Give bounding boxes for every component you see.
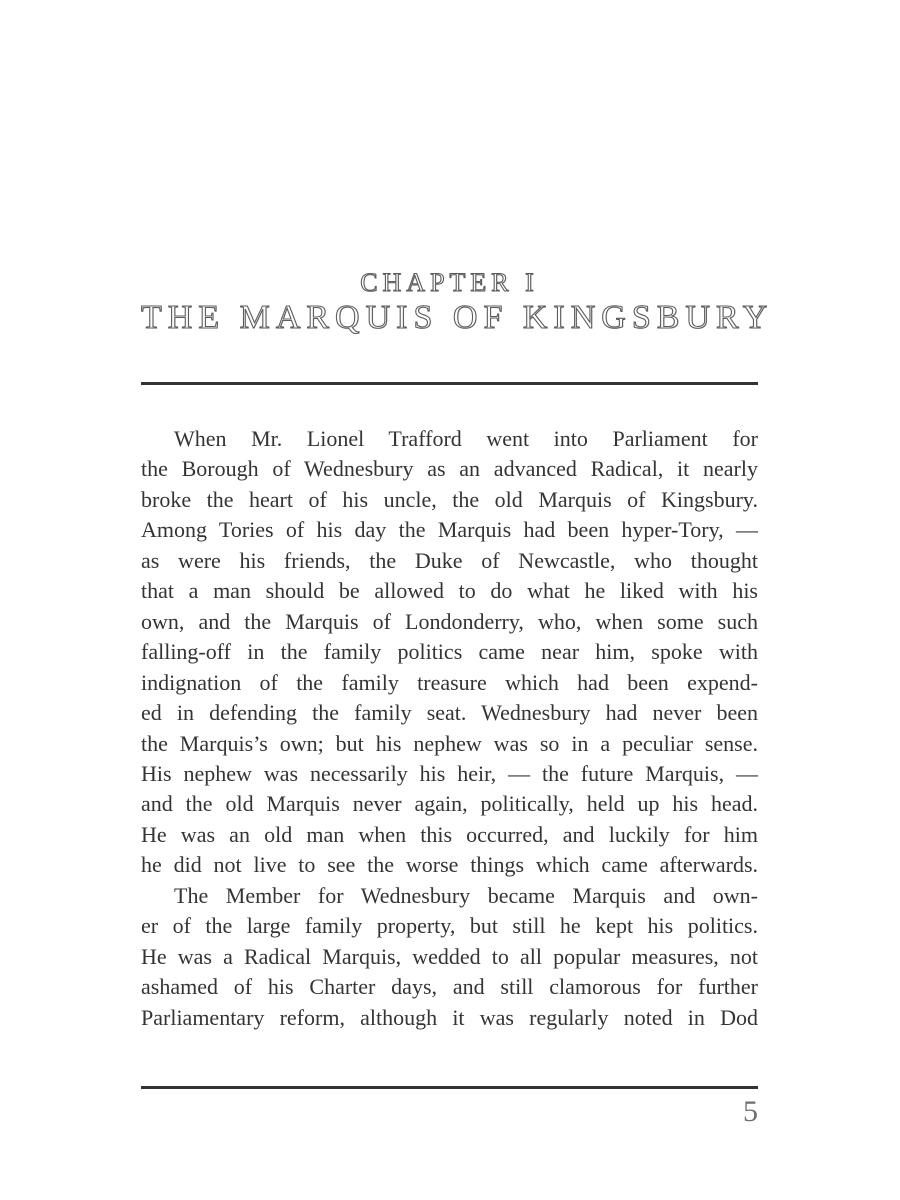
text-line: His nephew was necessarily his heir, — the future Marquis, — [141,760,758,786]
page-number: 5 [743,1095,758,1128]
paragraph-1 [141,424,758,881]
text-line: er of the large family property, but still he kept his politics. [141,913,758,939]
text-line: as were his friends, the Duke of Newcastle, who thought [141,547,758,573]
chapter-heading [141,268,774,336]
text-line: ashamed of his Charter days, and still clamorous for further [141,974,758,1000]
text-line: Parliamentary reform, although it was regularly noted in Dod [141,1004,758,1030]
footer-rule [141,1086,758,1089]
text-line: own, and the Marquis of Londonderry, who, when some such [141,608,758,634]
text-line: Among Tories of his day the Marquis had been hyper-Tory, — [141,517,758,543]
text-line: broke the heart of his uncle, the old Marquis of Kingsbury. [141,486,758,512]
text-line: the Marquis’s own; but his nephew was so in a peculiar sense. [141,730,758,756]
text-line: and the old Marquis never again, politically, held up his head. [141,791,758,817]
text-line: The Member for Wednesbury became Marquis and own- [174,882,758,908]
paragraph-2 [141,881,758,1033]
chapter-number-label: CHAPTER I [360,268,539,297]
text-line: that a man should be allowed to do what he liked with his [141,578,758,604]
text-line: the Borough of Wednesbury as an advanced Radical, it nearly [141,456,758,482]
text-line: he did not live to see the worse things which came afterwards. [141,852,758,878]
body-text [141,424,758,1033]
text-line: He was an old man when this occurred, and luckily for him [141,821,758,847]
text-line: indignation of the family treasure which had been expend- [141,669,758,695]
chapter-title: THE MARQUIS OF KINGSBURY [141,299,774,336]
text-line: He was a Radical Marquis, wedded to all popular measures, not [141,943,758,969]
text-line: ed in defending the family seat. Wednesbury had never been [141,700,758,726]
text-line: When Mr. Lionel Trafford went into Parliament for [174,426,758,451]
header-rule [141,382,758,385]
text-line: falling-off in the family politics came near him, spoke with [141,639,758,665]
